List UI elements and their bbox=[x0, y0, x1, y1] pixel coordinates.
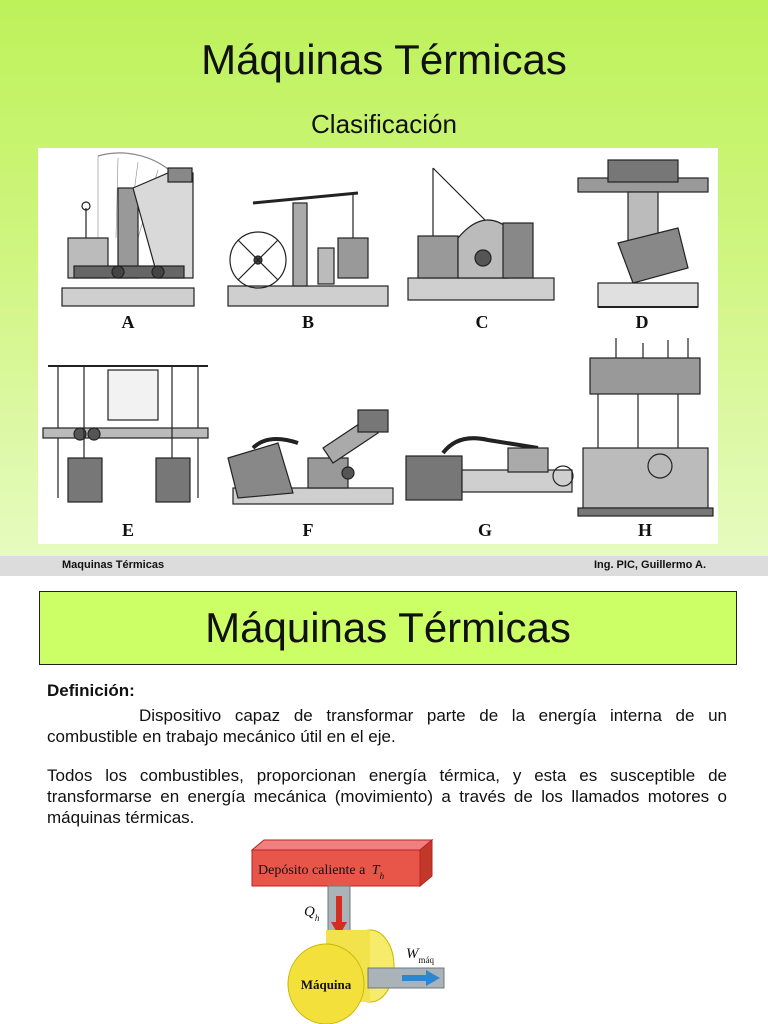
heat-symbol: Q bbox=[304, 904, 315, 920]
svg-text:Qh bbox=[304, 904, 320, 923]
definition-label: Definición: bbox=[47, 681, 135, 700]
definition-slide-title: Máquinas Térmicas bbox=[205, 604, 571, 651]
engine-g-illustration bbox=[406, 438, 573, 500]
figure-label-f: F bbox=[302, 520, 314, 540]
slide-title: Máquinas Térmicas bbox=[201, 36, 567, 83]
engine-e-illustration bbox=[43, 366, 208, 502]
engine-f-illustration bbox=[228, 410, 393, 504]
paragraph-combustibles: Todos los combustibles, proporcionan energía térmica, y esta es susceptible de transformarse en energía mecánica (movimiento) a través de los llamados motores o máquinas térmicas. bbox=[47, 766, 727, 827]
figure-label-c: C bbox=[475, 312, 489, 332]
reservoir-top-face bbox=[252, 840, 432, 850]
definition-text: Dispositivo capaz de transformar parte de la energía interna de un combustible en trabajo mecánico útil en el eje. bbox=[47, 706, 727, 746]
slide-footer bbox=[0, 556, 768, 576]
steam-engines-engraving bbox=[38, 148, 718, 544]
figure-label-h: H bbox=[637, 520, 653, 540]
reservoir-temp-subscript: h bbox=[379, 871, 385, 881]
footer-course-title: Maquinas Térmicas bbox=[62, 559, 165, 571]
work-symbol: W bbox=[406, 946, 419, 962]
heat-subscript: h bbox=[314, 913, 320, 923]
engine-a-illustration bbox=[62, 153, 194, 306]
slide-subtitle: Clasificación bbox=[311, 109, 457, 139]
engine-b-illustration bbox=[228, 193, 388, 306]
definition-title-box bbox=[39, 591, 737, 665]
engine-label: Máquina bbox=[300, 977, 352, 992]
svg-text:Wmáq bbox=[406, 946, 434, 965]
work-subscript: máq bbox=[418, 955, 434, 965]
footer-author: Ing. PIC, Guillermo A. bbox=[593, 559, 706, 571]
reservoir-temp-symbol: T bbox=[371, 863, 380, 878]
figure-label-d: D bbox=[635, 312, 649, 332]
figure-label-g: G bbox=[477, 520, 493, 540]
engine-d-illustration bbox=[578, 160, 708, 307]
figure-label-a: A bbox=[121, 312, 135, 332]
figure-label-b: B bbox=[301, 312, 315, 332]
figure-label-e: E bbox=[121, 520, 135, 540]
engine-c-illustration bbox=[408, 168, 554, 300]
engine-h-illustration bbox=[578, 338, 713, 516]
reservoir-label: Depósito caliente a bbox=[258, 863, 366, 878]
heat-engine-diagram bbox=[240, 838, 470, 1024]
